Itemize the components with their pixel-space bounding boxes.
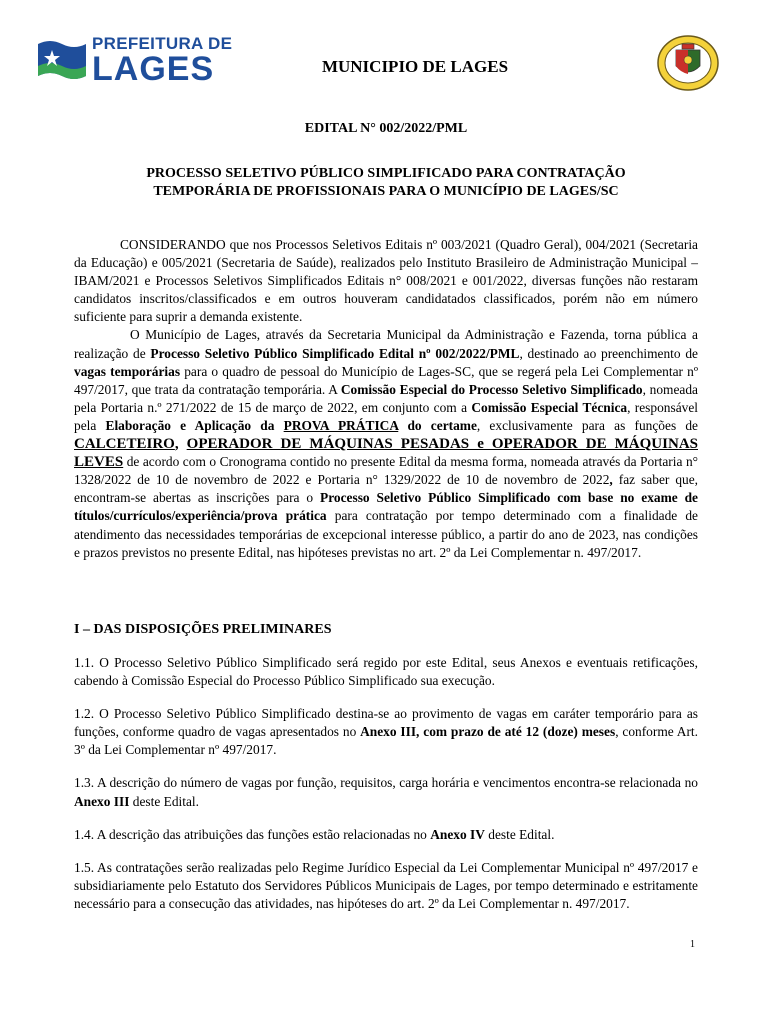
comma-bold: ,	[174, 436, 187, 453]
considerando-paragraph: CONSIDERANDO que nos Processos Seletivos Editais nº 003/2021 (Quadro Geral), 004/2021 (Secretaria da Educação) e 005/2021 (Secretaria de Saúde), realizados pelo Instituto Brasileiro de Administração Municipal – IBAM/2021 e Processos Seletivos Simplificados Editais n° 008/2021 e 001/2022, diversas funções não restaram candidatos inscritos/classificados e em outros houveram candidatados classificados, porém não em número suficiente para suprir a demanda existente.	[74, 237, 698, 325]
process-basis-bold: Processo Seletivo Público Simplificado com base no exame de títulos/currículos/experiência/prova prática	[74, 490, 699, 524]
text-span: de acordo com o Cronograma contido no presente Edital da mesma forma, nomeada através da Portaria n° 1328/2022 de 10 de novembro de 2022 e Portaria n° 1329/2022 de 10 de novembro de 2022	[74, 454, 698, 488]
text-span: para o quadro de pessoal do Município de Lages-SC, que se regerá pela Lei Complementar nº 497/2017, que trata da contratação temporária. A	[74, 363, 698, 397]
item-1-1: 1.1. O Processo Seletivo Público Simplificado será regido por este Edital, seus Anexos e eventuais retificações, cabendo à Comissão Especial do Processo Público Simplificado sua execução.	[74, 655, 698, 689]
text-span: , destinado ao preenchimento de	[519, 345, 699, 361]
text-span: 1.2. O Processo Seletivo Público Simplificado destina-se ao provimento de vagas em caráter temporário para as funções, conforme quadro de vagas apresentados no	[74, 706, 698, 740]
item-1-2	[74, 705, 698, 759]
anexo-iii-bold: Anexo III	[74, 793, 130, 809]
certame-bold: do certame	[398, 417, 477, 433]
announcement-paragraph	[74, 326, 698, 561]
section-heading: I – DAS DISPOSIÇÕES PRELIMINARES	[74, 622, 332, 637]
intro-body	[74, 236, 698, 562]
page-number: 1	[690, 939, 695, 950]
calceteiro-underlined: CALCETEIRO	[74, 436, 175, 453]
item-1-4	[74, 826, 698, 844]
logo-line1: PREFEITURA DE	[92, 34, 233, 53]
text-span: deste Edital.	[484, 826, 555, 842]
text-span: deste Edital.	[129, 793, 199, 809]
text-span: para contratação por tempo determinado com a finalidade de atendimento das necessidades temporárias de excepcional interesse público, a partir do ano de 2023, nas condições e prazos previstos no presente Edital, nas hipóteses previstas no art. 2º da Lei Complementar n. 497/2017.	[74, 508, 698, 560]
municipality-heading: MUNICIPIO DE LAGES	[321, 57, 509, 76]
anexo-iv-bold: Anexo IV	[430, 826, 485, 842]
process-title-line1: PROCESSO SELETIVO PÚBLICO SIMPLIFICADO PARA CONTRATAÇÃO	[146, 166, 626, 181]
anexo-iii-bold: Anexo III, com prazo de até 12 (doze) meses	[360, 724, 616, 740]
edital-name-bold: Processo Seletivo Público Simplificado Edital nº 002/2022/PML	[150, 345, 520, 361]
vagas-bold: vagas temporárias	[74, 363, 181, 379]
text-span: 1.4. A descrição das atribuições das funções estão relacionadas no	[74, 826, 431, 842]
prova-pratica-underlined: PROVA PRÁTICA	[283, 417, 399, 433]
text-span: O Município de Lages, através da Secretaria Municipal da Administração e Fazenda, torna pública a realização de	[74, 327, 698, 361]
process-title	[74, 165, 698, 201]
text-span: faz saber que, encontram-se abertas as inscrições para o	[74, 472, 699, 506]
technical-commission-bold: Comissão Especial Técnica	[471, 399, 628, 415]
text-span: , responsável pela	[74, 399, 698, 433]
text-span: , nomeada pela Portaria n.º 271/2022 de 15 de março de 2022, em conjunto com a	[74, 381, 698, 415]
section-items	[74, 654, 698, 928]
commission-bold: Comissão Especial do Processo Seletivo Simplificado	[340, 381, 643, 397]
edital-number: EDITAL N° 002/2022/PML	[304, 121, 468, 136]
item-1-5: 1.5. As contratações serão realizadas pelo Regime Jurídico Especial da Lei Complementar Municipal nº 497/2017 e subsidiariamente pelo Estatuto dos Servidores Públicos Municipais de Lages, por tempo determinado e estritamente necessário para a consecução das atividades, nas hipóteses do art. 2º da Lei Complementar n. 497/2017.	[74, 859, 698, 911]
text-span: , conforme Art. 3º da Lei Complementar nº 497/2017.	[74, 724, 699, 758]
logo-line2: LAGES	[92, 50, 215, 88]
process-title-line2: TEMPORÁRIA DE PROFISSIONAIS PARA O MUNICÍPIO DE LAGES/SC	[153, 184, 619, 199]
operadores-underlined: OPERADOR DE MÁQUINAS PESADAS e OPERADOR DE MÁQUINAS LEVES	[74, 436, 698, 471]
text-span: 1.3. A descrição do número de vagas por função, requisitos, carga horária e vencimentos encontra-se relacionada no	[74, 775, 698, 791]
text-span: , exclusivamente para as funções de	[476, 417, 698, 433]
comma-bold: ,	[609, 472, 613, 488]
elaboration-bold: Elaboração e Aplicação da	[105, 417, 284, 433]
item-1-3	[74, 774, 698, 810]
